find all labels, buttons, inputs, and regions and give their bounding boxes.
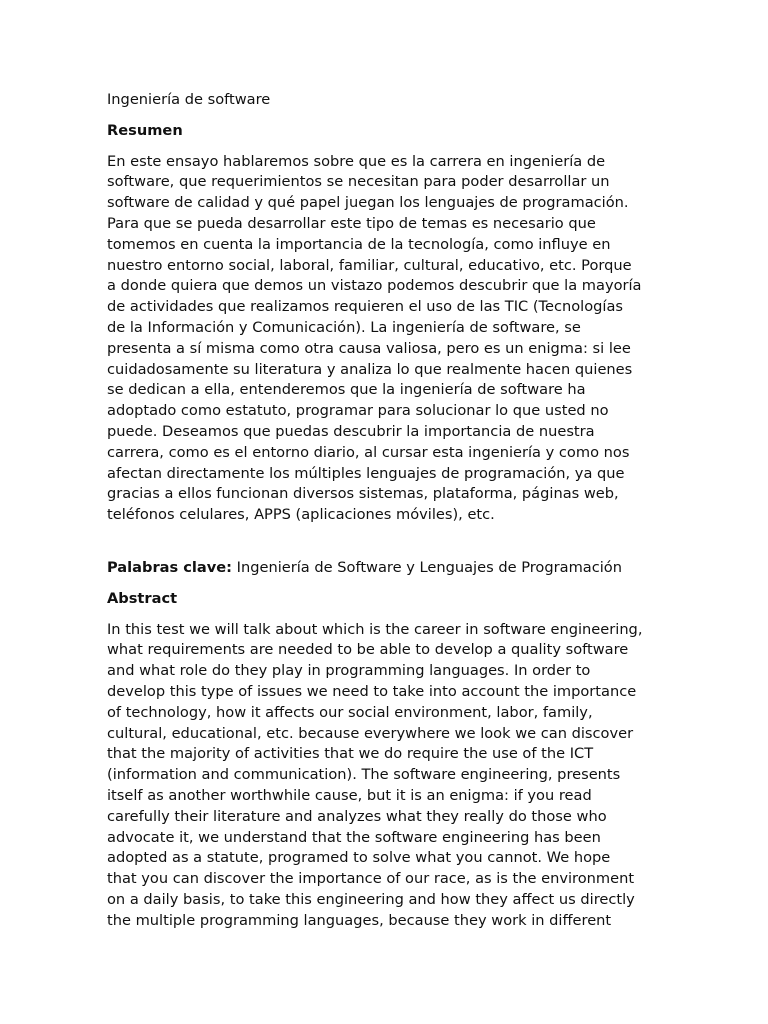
- abstract-line: and what role do they play in programming languages. In order to: [107, 662, 591, 680]
- resumen-line: presenta a sí misma como otra causa valiosa, pero es un enigma: si lee: [107, 339, 631, 357]
- resumen-line: de actividades que realizamos requieren el uso de las TIC (Tecnologías: [107, 298, 624, 316]
- abstract-line: (information and communication). The software engineering, presents: [107, 766, 621, 784]
- resumen-line: cuidadosamente su literatura y analiza lo que realmente hacen quienes: [107, 360, 633, 378]
- abstract-paragraph: [107, 620, 668, 932]
- resumen-heading: Resumen: [107, 121, 183, 139]
- resumen-line: gracias a ellos funcionan diversos sistemas, plataforma, páginas web,: [107, 485, 619, 503]
- resumen-line: de la Información y Comunicación). La ingeniería de software, se: [107, 318, 581, 336]
- abstract-line: advocate it, we understand that the software engineering has been: [107, 828, 601, 846]
- keywords-line: [107, 558, 668, 579]
- keywords-text: Ingeniería de Software y Lenguajes de Programación: [232, 558, 622, 576]
- resumen-line: afectan directamente los múltiples lenguajes de programación, ya que: [107, 464, 625, 482]
- resumen-line: adoptado como estatuto, programar para solucionar lo que usted no: [107, 402, 609, 420]
- abstract-line: the multiple programming languages, because they work in different: [107, 911, 612, 929]
- abstract-line: on a daily basis, to take this engineering and how they affect us directly: [107, 890, 635, 908]
- abstract-line: itself as another worthwhile cause, but it is an enigma: if you read: [107, 786, 592, 804]
- abstract-line: cultural, educational, etc. because everywhere we look we can discover: [107, 724, 634, 742]
- resumen-paragraph: [107, 152, 668, 526]
- abstract-line: develop this type of issues we need to take into account the importance: [107, 682, 637, 700]
- abstract-line: carefully their literature and analyzes what they really do those who: [107, 807, 607, 825]
- resumen-line: teléfonos celulares, APPS (aplicaciones móviles), etc.: [107, 506, 495, 524]
- keywords-label: Palabras clave:: [107, 558, 233, 576]
- abstract-heading: Abstract: [107, 589, 178, 607]
- abstract-line: In this test we will talk about which is the career in software engineering,: [107, 620, 643, 638]
- resumen-line: se dedican a ella, entenderemos que la ingeniería de software ha: [107, 381, 586, 399]
- resumen-line: nuestro entorno social, laboral, familiar, cultural, educativo, etc. Porque: [107, 256, 632, 274]
- resumen-line: Para que se pueda desarrollar este tipo de temas es necesario que: [107, 214, 596, 232]
- resumen-line: software, que requerimientos se necesitan para poder desarrollar un: [107, 173, 610, 191]
- resumen-line: carrera, como es el entorno diario, al cursar esta ingeniería y como nos: [107, 443, 630, 461]
- abstract-line: what requirements are needed to be able to develop a quality software: [107, 641, 629, 659]
- resumen-line: En este ensayo hablaremos sobre que es la carrera en ingeniería de: [107, 152, 606, 170]
- resumen-line: software de calidad y qué papel juegan los lenguajes de programación.: [107, 194, 629, 212]
- abstract-line: adopted as a statute, programed to solve what you cannot. We hope: [107, 849, 611, 867]
- resumen-line: puede. Deseamos que puedas descubrir la importancia de nuestra: [107, 422, 595, 440]
- document-title: Ingeniería de software: [107, 91, 271, 108]
- abstract-line: that you can discover the importance of our race, as is the environment: [107, 870, 635, 888]
- abstract-line: of technology, how it affects our social environment, labor, family,: [107, 703, 593, 721]
- abstract-line: that the majority of activities that we do require the use of the ICT: [107, 745, 594, 763]
- resumen-line: tomemos en cuenta la importancia de la tecnología, como influye en: [107, 235, 611, 253]
- resumen-line: a donde quiera que demos un vistazo podemos descubrir que la mayoría: [107, 277, 642, 295]
